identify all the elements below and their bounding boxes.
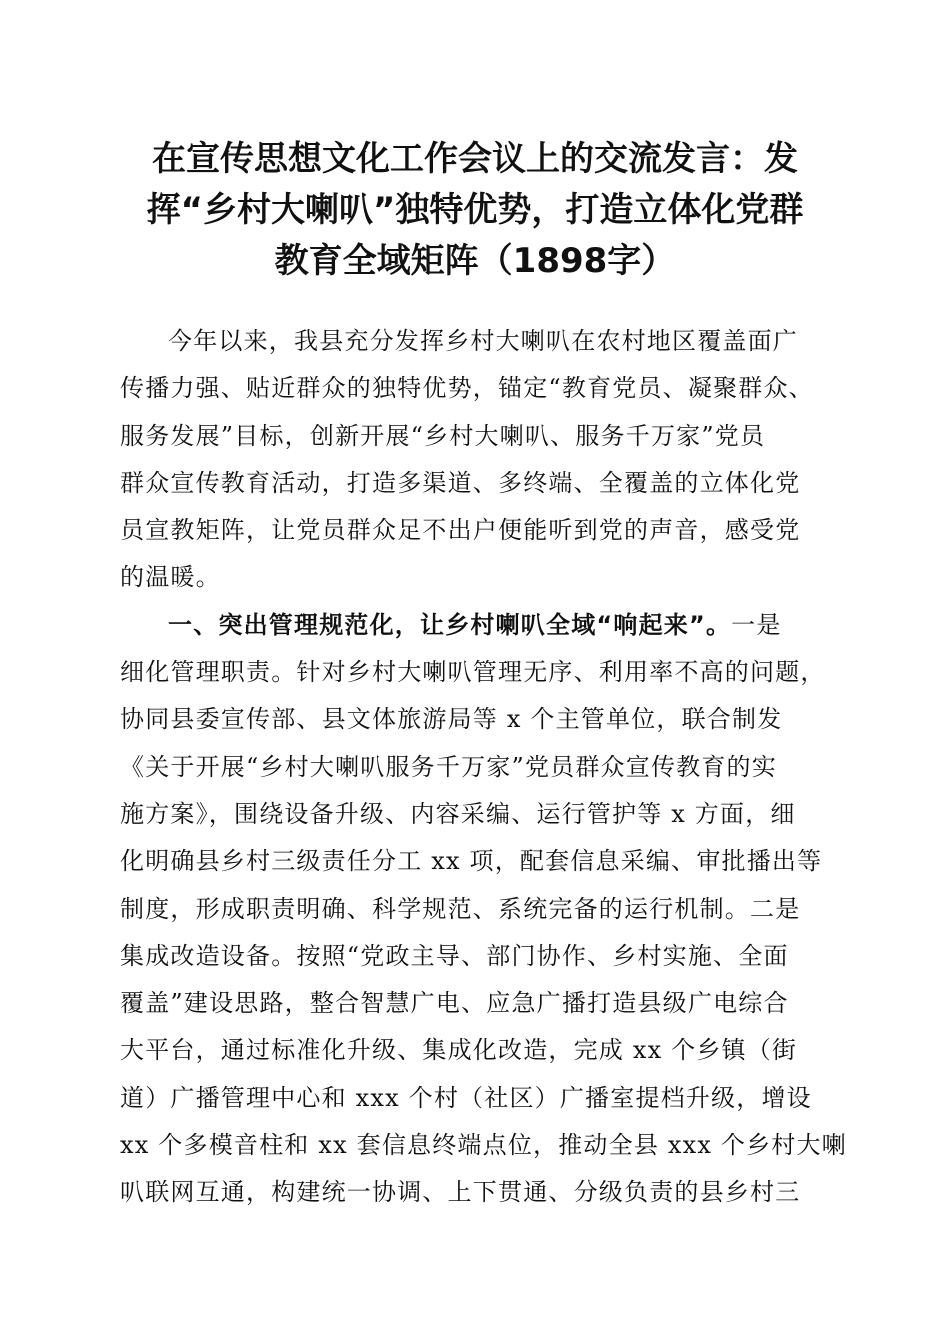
text-line: 化明确县乡村三级责任分工 xx 项，配套信息采编、审批播出等 <box>120 847 823 876</box>
document-title <box>118 134 832 287</box>
text-line: 《关于开展“乡村大喇叭服务千万家”党员群众宣传教育的实 <box>120 752 777 781</box>
text-line: 的温暖。 <box>120 563 221 592</box>
text-line: 制度，形成职责明确、科学规范、系统完备的运行机制。二是 <box>120 894 801 923</box>
text-line: 服务发展”目标，创新开展“乡村大喇叭、服务千万家”党员 <box>120 421 766 450</box>
text-line: 协同县委宣传部、县文体旅游局等 x 个主管单位，联合制发 <box>120 705 783 734</box>
text-line: 道）广播管理中心和 xxx 个村（社区）广播室提档升级，增设 <box>120 1083 812 1112</box>
title-line-2: 挥“乡村大喇叭”独特优势，打造立体化党群 <box>146 190 804 230</box>
text-line: 叭联网互通，构建统一协调、上下贯通、分级负责的县乡村三 <box>120 1178 801 1207</box>
text-line: 员宣教矩阵，让党员群众足不出户便能听到党的声音，感受党 <box>120 516 801 545</box>
paragraph-intro <box>120 318 832 602</box>
text-line: 群众宣传教育活动，打造多渠道、多终端、全覆盖的立体化党 <box>120 468 801 497</box>
title-line-1: 在宣传思想文化工作会议上的交流发言：发 <box>152 139 798 179</box>
title-line-3: 教育全域矩阵（1898字） <box>274 241 676 281</box>
text-line: xx 个多模音柱和 xx 套信息终端点位，推动全县 xxx 个乡村大喇 <box>120 1131 847 1160</box>
text-line: 大平台，通过标准化升级、集成化改造，完成 xx 个乡镇（街 <box>120 1036 798 1065</box>
text-line: 集成改造设备。按照“党政主导、部门协作、乡村实施、全面 <box>120 941 789 970</box>
text-line: 施方案》，围绕设备升级、内容采编、运行管护等 x 方面，细 <box>120 799 796 828</box>
text-line: 覆盖”建设思路，整合智慧广电、应急广播打造县级广电综合 <box>120 989 789 1018</box>
text-line: 传播力强、贴近群众的独特优势，锚定“教育党员、凝聚群众、 <box>120 374 814 403</box>
document-body <box>120 318 847 1217</box>
section-heading-line <box>120 602 832 649</box>
paragraph-section-1 <box>120 602 847 1217</box>
section-heading: 一、突出管理规范化，让乡村喇叭全域“响起来”。 <box>168 610 732 639</box>
text-line: 今年以来，我县充分发挥乡村大喇叭在农村地区覆盖面广 <box>168 327 798 355</box>
section-heading-rest: 一是 <box>731 610 782 639</box>
text-line: 细化管理职责。针对乡村大喇叭管理无序、利用率不高的问题， <box>120 658 826 687</box>
